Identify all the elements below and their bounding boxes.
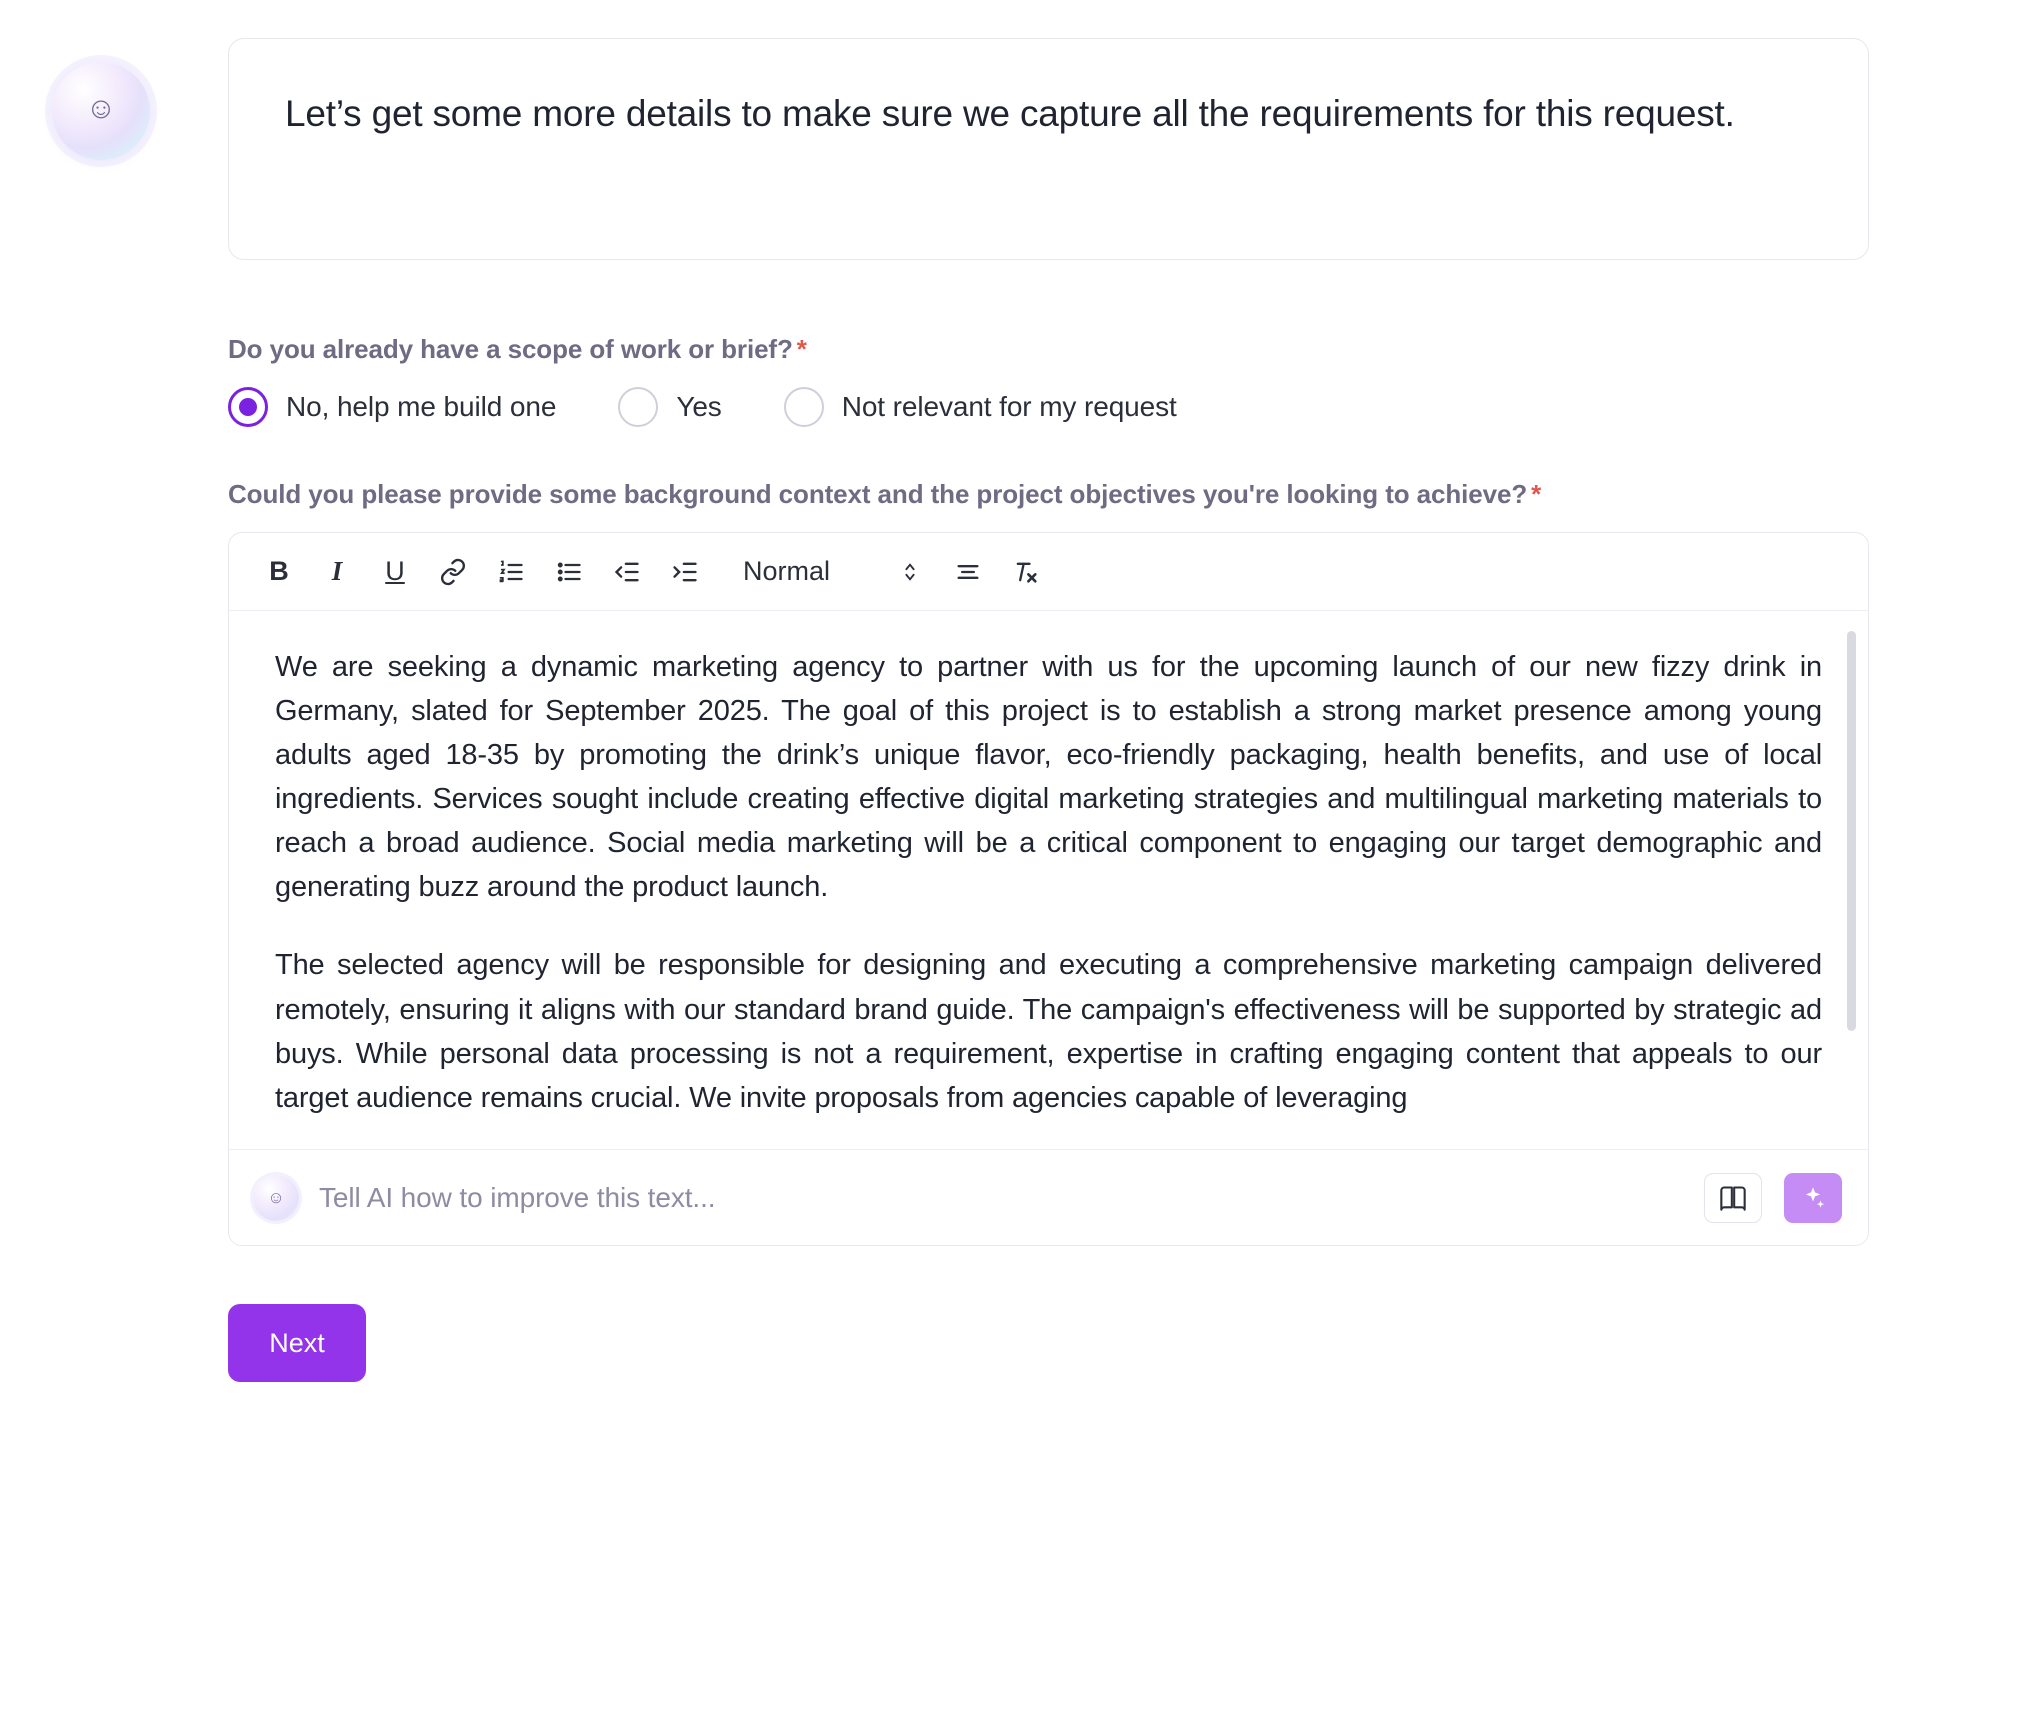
text-style-dropdown[interactable]: Normal <box>743 556 831 586</box>
bullet-list-icon[interactable] <box>543 546 595 598</box>
book-icon[interactable] <box>1704 1173 1762 1223</box>
ai-smiley-icon: ☺ <box>253 1175 299 1221</box>
sparkle-icon[interactable] <box>1784 1173 1842 1223</box>
editor-scrollbar[interactable] <box>1847 631 1856 1131</box>
underline-icon[interactable]: U <box>385 556 405 586</box>
radio-circle-icon[interactable] <box>618 387 658 427</box>
assistant-avatar <box>52 62 150 160</box>
scope-question-label <box>228 330 1869 369</box>
rich-text-editor <box>228 532 1869 1246</box>
ai-prompt-input[interactable] <box>317 1181 1686 1215</box>
editor-paragraph: The selected agency will be responsible for designing and executing a comprehensive marketing campaign delivered remotely, ensuring it aligns with our standard brand guide. The campaign's effectiveness will be supported by strategic ad buys. While personal data processing is not a requirement, expertise in crafting engaging content that appeals to our target audience remains crucial. We invite proposals from agencies capable of leveraging <box>275 949 1822 1114</box>
radio-option-yes[interactable] <box>618 387 721 427</box>
assistant-message-text: Let’s get some more details to make sure we capture all the requirements for this request. <box>285 93 1735 134</box>
radio-label: Not relevant for my request <box>841 391 1177 422</box>
radio-label: No, help me build one <box>286 391 557 422</box>
editor-paragraph: We are seeking a dynamic marketing agency to partner with us for the upcoming launch of our new fizzy drink in Germany, slated for September 2025. The goal of this project is to establish a strong market presence among young adults aged 18-35 by promoting the drink’s unique flavor, eco-friendly packaging, health benefits, and use of local ingredients. Services sought include creating effective digital marketing strategies and multilingual marketing materials to reach a broad audience. Social media marketing will be a critical component to engaging our target demographic and generating buzz around the product launch. <box>275 651 1822 904</box>
outdent-icon[interactable] <box>601 546 653 598</box>
scope-radio-group <box>228 387 1869 427</box>
link-icon[interactable] <box>427 546 479 598</box>
radio-option-not-relevant[interactable] <box>784 387 1177 427</box>
align-icon[interactable] <box>942 546 994 598</box>
bold-icon[interactable]: B <box>269 556 289 586</box>
context-question-label <box>228 475 1869 514</box>
scrollbar-thumb[interactable] <box>1847 631 1856 1031</box>
radio-option-no-help-me-build-one[interactable] <box>228 387 556 427</box>
indent-icon[interactable] <box>659 546 711 598</box>
next-button[interactable]: Next <box>228 1304 366 1382</box>
scope-question-text: Do you already have a scope of work or brief? <box>228 334 793 364</box>
ai-assist-bar <box>229 1149 1868 1245</box>
radio-label: Yes <box>676 391 722 422</box>
smiley-face-icon: ☺ <box>85 92 117 125</box>
radio-circle-icon[interactable] <box>228 387 268 427</box>
up-down-chevron-icon[interactable] <box>884 546 936 598</box>
radio-circle-icon[interactable] <box>784 387 824 427</box>
clear-formatting-icon[interactable] <box>1000 546 1052 598</box>
editor-content[interactable] <box>229 611 1868 1149</box>
ordered-list-icon[interactable] <box>485 546 537 598</box>
assistant-message-card <box>228 38 1869 260</box>
editor-toolbar <box>229 533 1868 611</box>
required-asterisk: * <box>796 334 807 364</box>
italic-icon[interactable]: I <box>331 556 343 586</box>
required-asterisk: * <box>1531 479 1542 509</box>
context-question-text: Could you please provide some background context and the project objectives you're looking to achieve? <box>228 479 1528 509</box>
request-details-form <box>228 330 1869 1382</box>
